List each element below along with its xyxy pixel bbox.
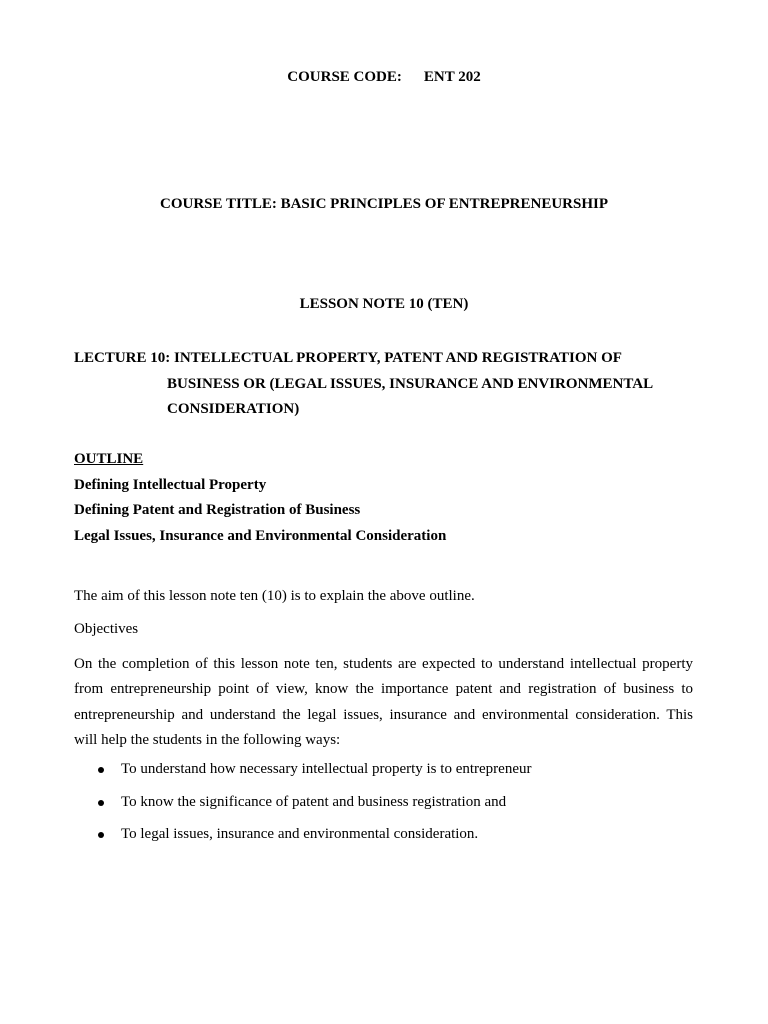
outline-section — [74, 447, 446, 549]
bullet-icon — [98, 832, 104, 838]
bullet-icon — [98, 767, 104, 773]
lecture-heading — [74, 346, 653, 423]
outline-heading: OUTLINE — [74, 451, 144, 467]
objectives-paragraph — [74, 652, 693, 753]
lecture-heading-line-1: LECTURE 10: INTELLECTUAL PROPERTY, PATENT AND REGISTRATION OF — [74, 350, 622, 366]
lecture-heading-line-3: CONSIDERATION) — [167, 401, 300, 417]
outline-item-intellectual-property: Defining Intellectual Property — [74, 476, 267, 493]
paragraph-line: will help the students in the following ways: — [74, 731, 341, 748]
course-title: COURSE TITLE: BASIC PRINCIPLES OF ENTREPRENEURSHIP — [159, 196, 608, 212]
objectives-heading: Objectives — [74, 621, 139, 637]
paragraph-line: On the completion of this lesson note ten, students are expected to understand intellectual property — [74, 656, 693, 672]
bullet-text: To know the significance of patent and business registration and — [121, 794, 507, 810]
course-code-label: COURSE CODE: — [287, 69, 402, 85]
lecture-heading-line-2: BUSINESS OR (LEGAL ISSUES, INSURANCE AND ENVIRONMENTAL — [167, 375, 654, 392]
paragraph-line: from entrepreneurship point of view, know the importance patent and registration of business to — [74, 681, 693, 698]
bullet-icon — [98, 800, 104, 806]
aim-paragraph: The aim of this lesson note ten (10) is to explain the above outline. — [74, 588, 475, 604]
bullet-text: To legal issues, insurance and environmental consideration. — [121, 826, 479, 842]
course-code-value: ENT 202 — [423, 69, 481, 85]
lesson-note-title: LESSON NOTE 10 (TEN) — [299, 296, 469, 312]
bullet-text: To understand how necessary intellectual property is to entrepreneur — [121, 761, 532, 777]
outline-item-legal-issues: Legal Issues, Insurance and Environmental Consideration — [74, 527, 447, 544]
paragraph-line: entrepreneurship and understand the legal issues, insurance and environmental consideration. This — [74, 706, 693, 723]
course-code-line — [0, 69, 768, 86]
outline-item-patent-registration: Defining Patent and Registration of Business — [74, 502, 361, 518]
